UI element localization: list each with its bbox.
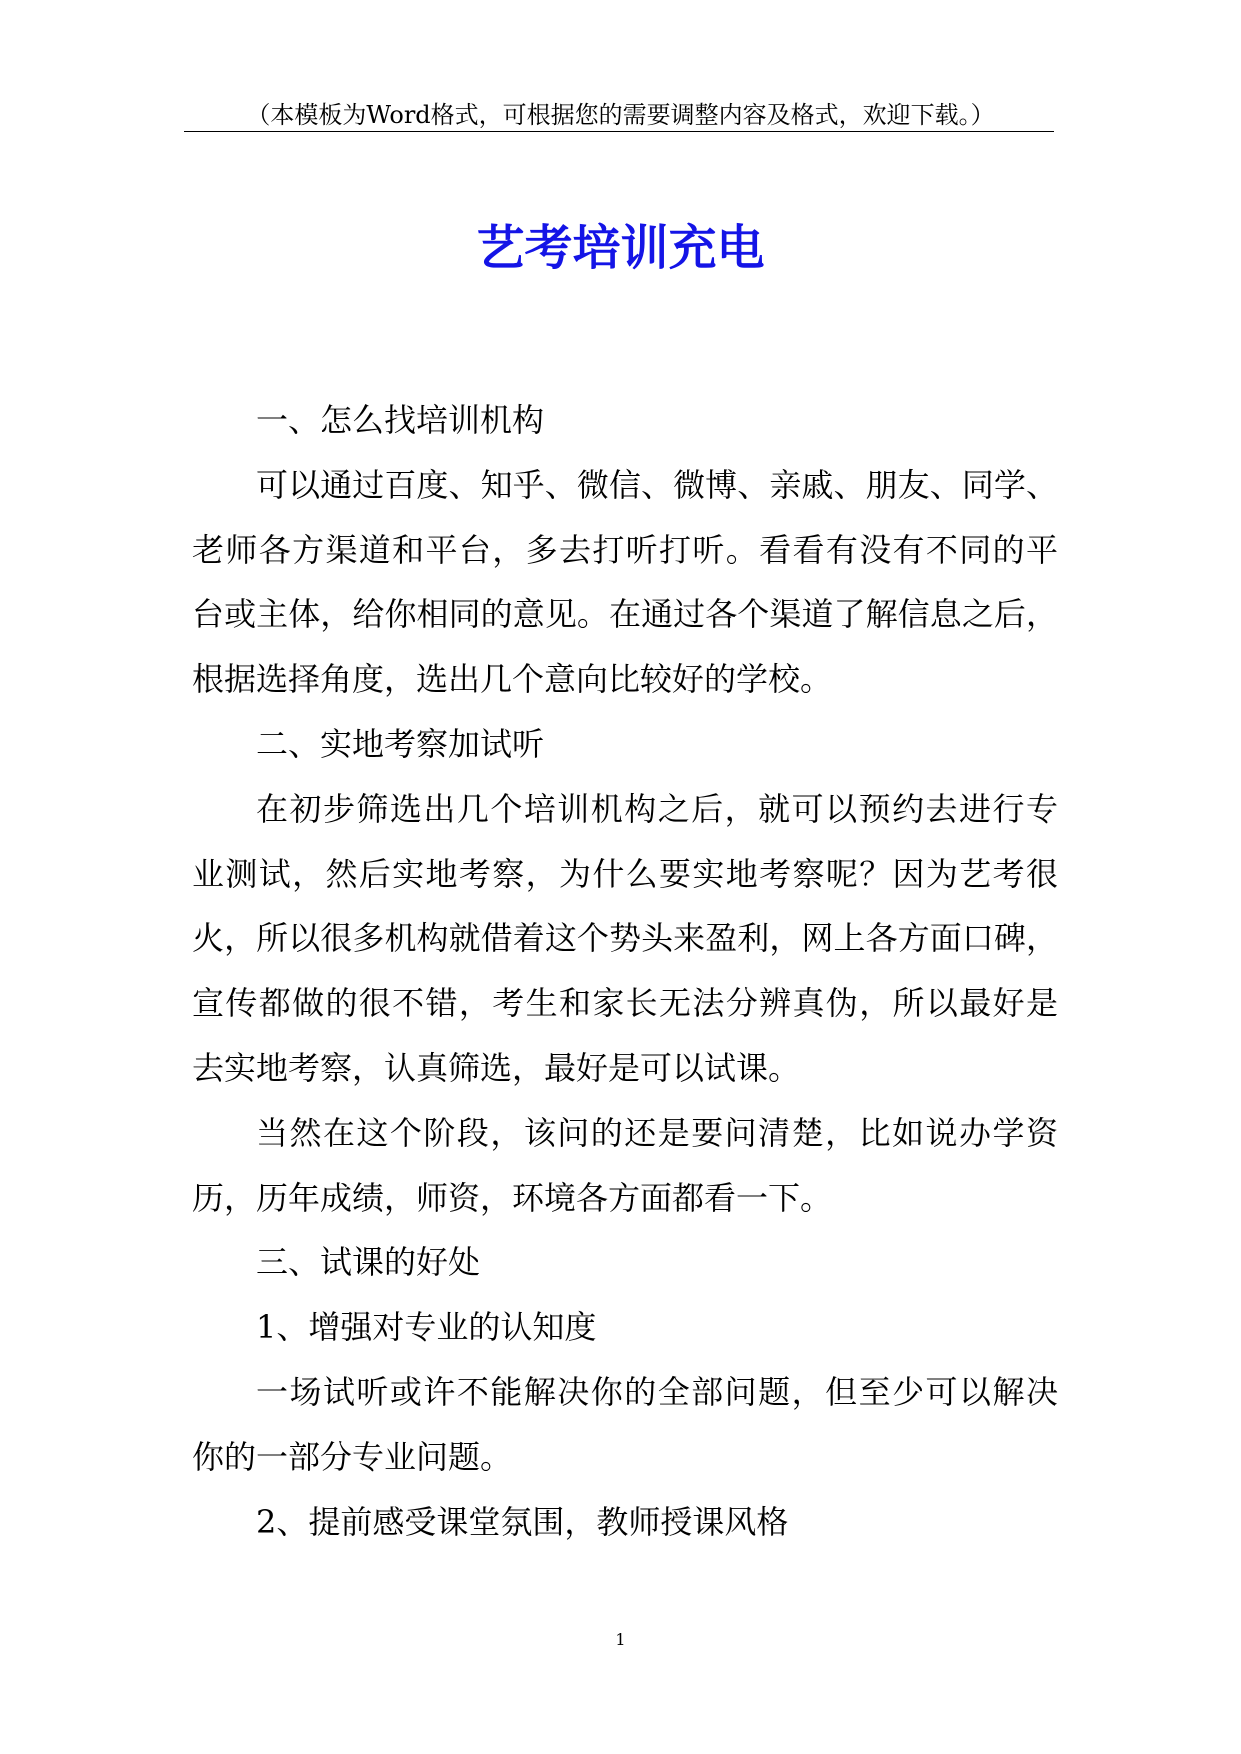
body-line: 火，所以很多机构就借着这个势头来盈利，网上各方面口碑， xyxy=(192,919,1058,958)
section-heading xyxy=(192,712,1058,777)
body-line: 当然在这个阶段，该问的还是要问清楚，比如说办学资 xyxy=(256,1113,1058,1152)
paragraph xyxy=(192,1360,1058,1490)
paragraph xyxy=(192,1101,1058,1231)
subheading xyxy=(192,1295,1058,1360)
body-line: 根据选择角度，选出几个意向比较好的学校。 xyxy=(192,660,833,699)
body-line: 业测试，然后实地考察，为什么要实地考察呢？因为艺考很 xyxy=(192,854,1058,893)
body-line: 2、提前感受课堂氛围，教师授课风格 xyxy=(256,1502,789,1541)
body-line: 老师各方渠道和平台，多去打听打听。看看有没有不同的平 xyxy=(192,530,1058,569)
body-line: 宣传都做的很不错，考生和家长无法分辨真伪，所以最好是 xyxy=(192,984,1058,1023)
body-line: 去实地考察，认真筛选，最好是可以试课。 xyxy=(192,1048,801,1087)
body-line: 历，历年成绩，师资，环境各方面都看一下。 xyxy=(192,1178,833,1217)
document-title: 艺考培训充电 xyxy=(476,220,765,276)
section-heading xyxy=(192,1230,1058,1295)
document-body xyxy=(192,388,1058,1554)
template-header-note: （本模板为Word格式，可根据您的需要调整内容及格式，欢迎下载。） xyxy=(246,101,995,129)
subheading xyxy=(192,1490,1058,1555)
body-line: 你的一部分专业问题。 xyxy=(192,1437,513,1476)
paragraph xyxy=(192,777,1058,1101)
body-line: 台或主体，给你相同的意见。在通过各个渠道了解信息之后， xyxy=(192,595,1058,634)
body-line: 1、增强对专业的认知度 xyxy=(256,1308,597,1347)
body-line: 一场试听或许不能解决你的全部问题，但至少可以解决 xyxy=(256,1372,1058,1411)
body-line: 在初步筛选出几个培训机构之后，就可以预约去进行专 xyxy=(256,789,1058,828)
body-line: 三、试课的好处 xyxy=(256,1243,481,1282)
section-heading xyxy=(192,388,1058,453)
body-line: 二、实地考察加试听 xyxy=(256,724,545,763)
body-line: 可以通过百度、知乎、微信、微博、亲戚、朋友、同学、 xyxy=(256,465,1058,504)
header-divider xyxy=(184,131,1054,132)
paragraph xyxy=(192,453,1058,712)
body-line: 一、怎么找培训机构 xyxy=(256,401,545,439)
page-number: 1 xyxy=(615,1630,626,1649)
